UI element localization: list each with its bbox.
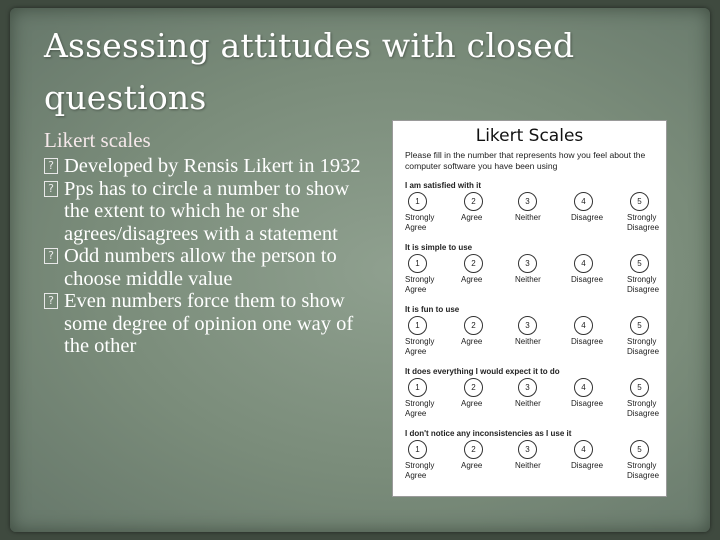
rating-circle[interactable]: 5 (630, 440, 649, 459)
rating-circle[interactable]: 3 (518, 192, 537, 211)
rating-label: Disagree (571, 461, 604, 470)
rating-label: Neither (515, 461, 541, 470)
bullet-box-icon: ? (44, 248, 58, 264)
statement-text: It is simple to use (405, 243, 473, 252)
rating-circle[interactable]: 3 (518, 316, 537, 335)
scale-option[interactable] (461, 254, 513, 285)
scale-option[interactable] (627, 192, 667, 233)
rating-circle[interactable]: 4 (574, 440, 593, 459)
rating-label: Strongly Agree (405, 461, 435, 480)
rating-scale-row (405, 440, 666, 490)
rating-circle[interactable]: 1 (408, 440, 427, 459)
scale-option[interactable] (405, 254, 457, 295)
bullet-text: Even numbers force them to show some degree of opinion one way of the other (64, 290, 354, 357)
rating-label: Neither (515, 213, 541, 222)
bullet-text: Odd numbers allow the person to choose middle value (64, 245, 337, 290)
figure-title: Likert Scales (475, 126, 584, 146)
slide (10, 8, 710, 532)
scale-option[interactable] (627, 440, 667, 481)
bullet-item (44, 245, 364, 290)
scale-option[interactable] (405, 440, 457, 481)
rating-label: Strongly Agree (405, 213, 435, 232)
bullet-item (44, 178, 364, 246)
rating-circle[interactable]: 5 (630, 378, 649, 397)
bullet-box-icon: ? (44, 181, 58, 197)
rating-label: Strongly Disagree (627, 399, 660, 418)
scale-option[interactable] (627, 254, 667, 295)
scale-option[interactable] (461, 440, 513, 471)
rating-label: Disagree (571, 275, 604, 284)
bullet-list (44, 155, 364, 358)
rating-label: Disagree (571, 337, 604, 346)
bullet-box-icon: ? (44, 158, 58, 174)
rating-circle[interactable]: 4 (574, 254, 593, 273)
bullet-text: Developed by Rensis Likert in 1932 (64, 155, 361, 177)
rating-label: Neither (515, 275, 541, 284)
scale-option[interactable] (627, 378, 667, 419)
rating-scale-row (405, 254, 666, 304)
rating-circle[interactable]: 1 (408, 316, 427, 335)
rating-label: Strongly Disagree (627, 461, 660, 480)
scale-option[interactable] (515, 192, 567, 223)
scale-option[interactable] (461, 378, 513, 409)
rating-label: Strongly Agree (405, 275, 435, 294)
rating-circle[interactable]: 3 (518, 378, 537, 397)
rating-circle[interactable]: 2 (464, 254, 483, 273)
scale-option[interactable] (405, 378, 457, 419)
rating-circle[interactable]: 2 (464, 378, 483, 397)
rating-label: Agree (461, 399, 483, 408)
bullet-item (44, 155, 364, 178)
rating-label: Disagree (571, 399, 604, 408)
statement-text: I am satisfied with it (405, 181, 482, 190)
rating-circle[interactable]: 1 (408, 192, 427, 211)
scale-option[interactable] (515, 254, 567, 285)
rating-label: Agree (461, 213, 483, 222)
slide-subheading: Likert scales (44, 128, 151, 152)
rating-circle[interactable]: 2 (464, 192, 483, 211)
rating-circle[interactable]: 1 (408, 378, 427, 397)
statement-text: I don't notice any inconsistencies as I use it (405, 429, 572, 438)
bullet-item (44, 290, 364, 358)
scale-option[interactable] (515, 316, 567, 347)
rating-label: Neither (515, 399, 541, 408)
statement-list (393, 180, 666, 490)
rating-label: Strongly Disagree (627, 275, 660, 294)
rating-scale-row (405, 192, 666, 242)
rating-scale-row (405, 316, 666, 366)
slide-title: Assessing attitudes with closed questions (44, 26, 575, 117)
rating-circle[interactable]: 4 (574, 192, 593, 211)
rating-label: Agree (461, 275, 483, 284)
rating-label: Strongly Disagree (627, 337, 660, 356)
rating-label: Strongly Disagree (627, 213, 660, 232)
scale-option[interactable] (405, 192, 457, 233)
rating-circle[interactable]: 5 (630, 254, 649, 273)
scale-option[interactable] (461, 192, 513, 223)
scale-option[interactable] (461, 316, 513, 347)
rating-circle[interactable]: 3 (518, 440, 537, 459)
bullet-box-icon: ? (44, 293, 58, 309)
rating-circle[interactable]: 4 (574, 378, 593, 397)
scale-option[interactable] (571, 440, 623, 471)
statement-text: It does everything I would expect it to do (405, 367, 560, 376)
rating-label: Disagree (571, 213, 604, 222)
scale-option[interactable] (571, 316, 623, 347)
rating-scale-row (405, 378, 666, 428)
figure-instruction: Please fill in the number that represents how you feel about the computer software you have been using (405, 150, 646, 171)
rating-label: Agree (461, 337, 483, 346)
rating-circle[interactable]: 1 (408, 254, 427, 273)
scale-option[interactable] (515, 378, 567, 409)
scale-option[interactable] (627, 316, 667, 357)
rating-circle[interactable]: 2 (464, 316, 483, 335)
rating-circle[interactable]: 3 (518, 254, 537, 273)
scale-option[interactable] (515, 440, 567, 471)
scale-option[interactable] (571, 378, 623, 409)
scale-option[interactable] (571, 254, 623, 285)
rating-label: Neither (515, 337, 541, 346)
rating-circle[interactable]: 2 (464, 440, 483, 459)
likert-scales-figure (392, 120, 667, 497)
rating-circle[interactable]: 5 (630, 192, 649, 211)
rating-label: Strongly Agree (405, 337, 435, 356)
rating-label: Agree (461, 461, 483, 470)
statement-text: It is fun to use (405, 305, 460, 314)
scale-option[interactable] (571, 192, 623, 223)
bullet-text: Pps has to circle a number to show the extent to which he or she agrees/disagrees with a statement (64, 177, 350, 245)
rating-circle[interactable]: 4 (574, 316, 593, 335)
rating-label: Strongly Agree (405, 399, 435, 418)
scale-option[interactable] (405, 316, 457, 357)
rating-circle[interactable]: 5 (630, 316, 649, 335)
